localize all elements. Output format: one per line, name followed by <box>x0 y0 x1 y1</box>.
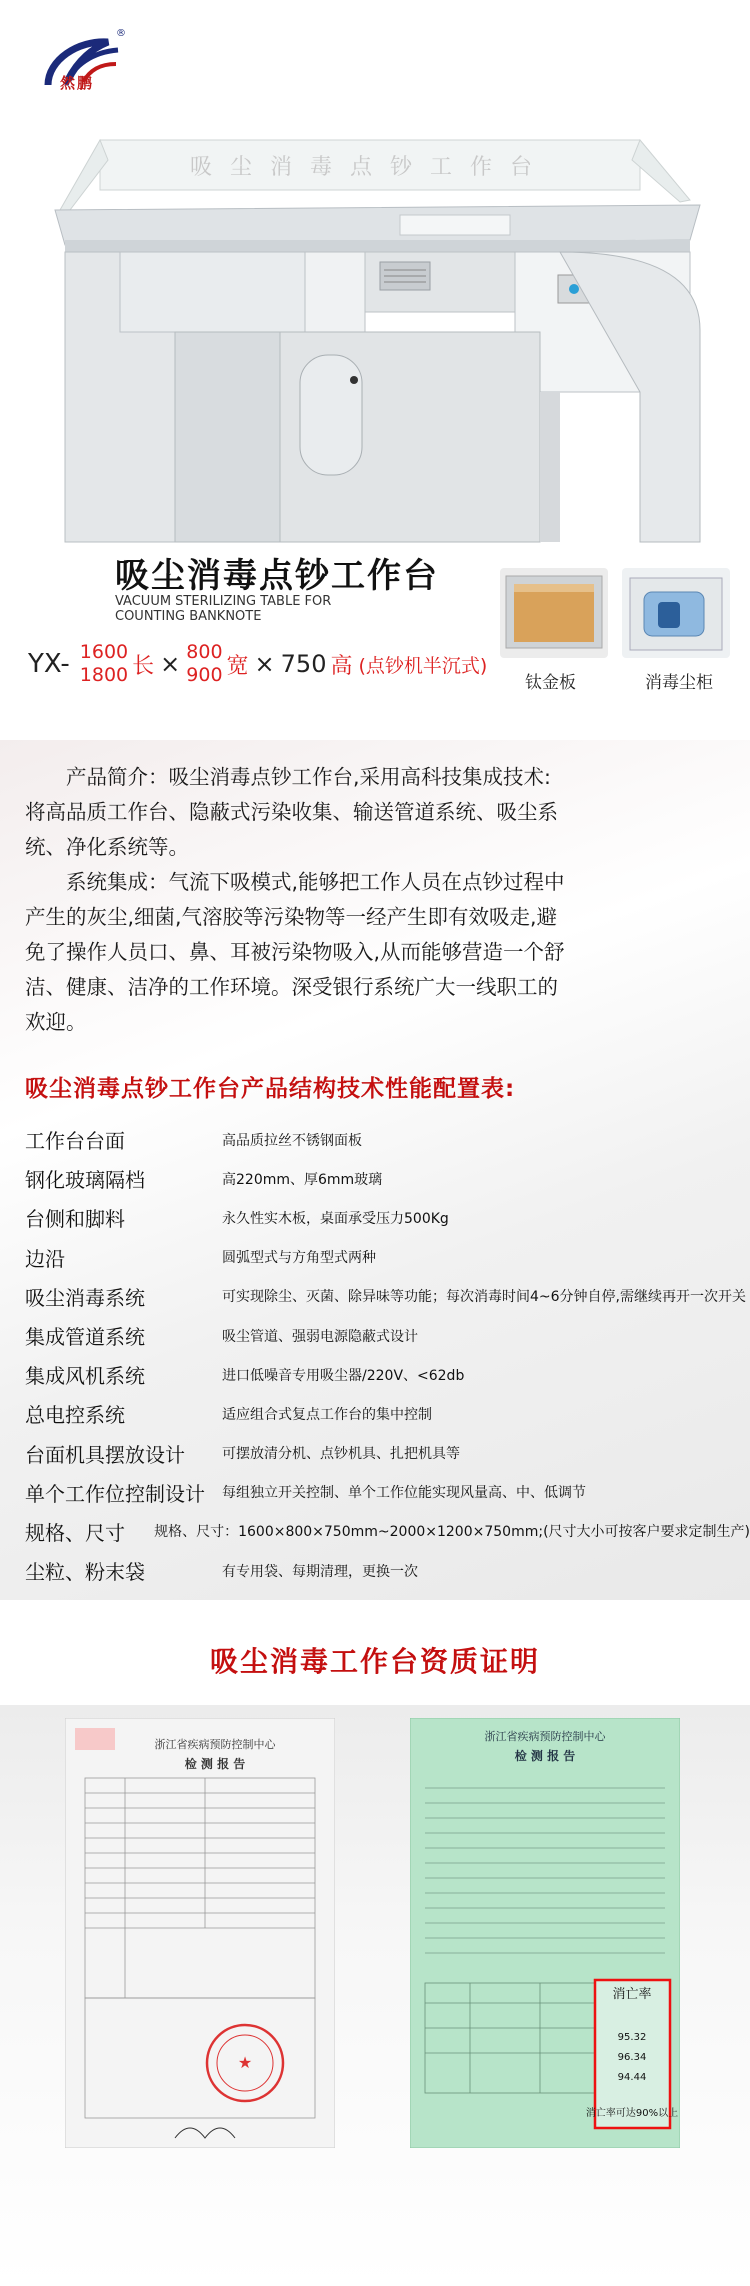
config-value: 适应组合式复点工作台的集中控制 <box>222 1406 432 1423</box>
product-photo <box>0 130 750 550</box>
config-row <box>25 1551 750 1590</box>
accessory-label: 消毒尘柜 <box>645 673 713 693</box>
config-value: 高品质拉丝不锈钢面板 <box>222 1132 362 1149</box>
config-row <box>25 1238 750 1277</box>
intro-paragraph: 产品简介：吸尘消毒点钞工作台,采用高科技集成技术:将高品质工作台、隐蔽式污染收集、输送管道系统、吸尘系统、净化系统等。 <box>25 765 558 859</box>
config-value: 永久性实木板，桌面承受压力500Kg <box>222 1210 449 1227</box>
product-subtitle-en: VACUUM STERILIZING TABLE FOR COUNTING BANKNOTE <box>115 594 332 624</box>
config-label: 工作台台面 <box>25 1129 125 1154</box>
height-note: (点钞机半沉式) <box>358 654 488 677</box>
rate-value: 94.44 <box>617 2072 647 2083</box>
test-report-left <box>65 1718 335 2148</box>
config-label: 集成管道系统 <box>25 1325 145 1350</box>
registered-mark: ® <box>116 28 126 39</box>
config-table <box>25 1120 750 1590</box>
config-row <box>25 1434 750 1473</box>
titanium-panel-image <box>500 568 608 658</box>
product-intro <box>25 760 565 1040</box>
config-label: 边沿 <box>25 1246 65 1271</box>
height-value: 750 <box>280 650 327 678</box>
cert-right-center: 浙江省疾病预防控制中心 <box>484 1730 606 1743</box>
config-value: 可实现除尘、灭菌、除异味等功能；每次消毒时间4~6分钟自停,需继续再开一次开关 <box>222 1289 746 1306</box>
config-value: 进口低噪音专用吸尘器/220V、<62db <box>222 1367 465 1384</box>
config-label: 规格、尺寸 <box>25 1520 125 1545</box>
config-label: 台面机具摆放设计 <box>25 1442 185 1467</box>
config-label: 集成风机系统 <box>25 1364 145 1389</box>
cert-left-center: 浙江省疾病预防控制中心 <box>154 1738 276 1751</box>
config-label: 吸尘消毒系统 <box>25 1285 145 1310</box>
model-spec <box>28 634 487 694</box>
intro-paragraph: 系统集成：气流下吸模式,能够把工作人员在点钞过程中产生的灰尘,细菌,气溶胶等污染物等一经产生即有效吸走,避免了操作人员口、鼻、耳被污染物吸入,从而能够营造一个舒洁、健康、洁净的工作环境。深受银行系统广大一线职工的欢迎。 <box>25 870 565 1034</box>
config-label: 钢化玻璃隔档 <box>25 1168 145 1193</box>
panel-watermark: 吸尘消毒点钞工作台 <box>189 155 551 180</box>
times-sign: × <box>160 650 181 678</box>
model-prefix: YX- <box>28 649 70 679</box>
config-row <box>25 1512 750 1551</box>
config-value: 可摆放清分机、点钞机具、扎把机具等 <box>222 1446 460 1463</box>
width-a: 800 <box>186 641 223 663</box>
height-unit: 高 <box>330 653 353 679</box>
svg-text:★: ★ <box>237 2053 253 2072</box>
test-report-right <box>410 1718 680 2148</box>
config-row <box>25 1277 750 1316</box>
length-b: 1800 <box>79 664 129 686</box>
length-options <box>80 641 128 687</box>
qualification-title: 吸尘消毒工作台资质证明 <box>209 1645 540 1678</box>
cert-left-report: 检 测 报 告 <box>184 1757 246 1771</box>
disinfection-cabinet-image <box>622 568 730 658</box>
config-value: 吸尘管道、强弱电源隐蔽式设计 <box>222 1328 418 1345</box>
config-label: 尘粒、粉末袋 <box>25 1560 145 1585</box>
product-title: 吸尘消毒点钞工作台 <box>115 556 439 596</box>
config-value: 有专用袋、每期清理，更换一次 <box>222 1563 418 1580</box>
length-a: 1600 <box>79 641 129 663</box>
config-label: 单个工作位控制设计 <box>25 1481 205 1506</box>
width-b: 900 <box>186 664 223 686</box>
config-row <box>25 1394 750 1433</box>
config-row <box>25 1316 750 1355</box>
rate-table-title: 消亡率 <box>612 1987 652 2002</box>
config-table-title: 吸尘消毒点钞工作台产品结构技术性能配置表: <box>25 1076 516 1102</box>
config-value: 每组独立开关控制、单个工作位能实现风量高、中、低调节 <box>222 1485 586 1502</box>
brand-name: 然鹏 <box>60 74 95 92</box>
rate-callout: 消亡率可达90%以上 <box>585 2108 679 2119</box>
length-unit: 长 <box>132 653 155 679</box>
width-options <box>186 641 222 687</box>
config-value: 高220mm、厚6mm玻璃 <box>222 1171 383 1188</box>
config-row <box>25 1120 750 1159</box>
config-label: 台侧和脚料 <box>25 1207 125 1232</box>
config-label: 总电控系统 <box>25 1403 125 1428</box>
config-row <box>25 1198 750 1237</box>
config-value: 规格、尺寸：1600×800×750mm~2000×1200×750mm;(尺寸大小可按客户要求定制生产) <box>154 1524 750 1541</box>
cert-right-report: 检 测 报 告 <box>514 1749 576 1763</box>
rate-value: 95.32 <box>617 2032 647 2043</box>
config-row <box>25 1355 750 1394</box>
config-value: 圆弧型式与方角型式两种 <box>222 1250 376 1267</box>
width-unit: 宽 <box>226 653 249 679</box>
config-row <box>25 1473 750 1512</box>
accessory-label: 钛金板 <box>525 673 576 693</box>
rate-value: 96.34 <box>617 2052 647 2063</box>
times-sign: × <box>254 650 275 678</box>
config-row <box>25 1159 750 1198</box>
